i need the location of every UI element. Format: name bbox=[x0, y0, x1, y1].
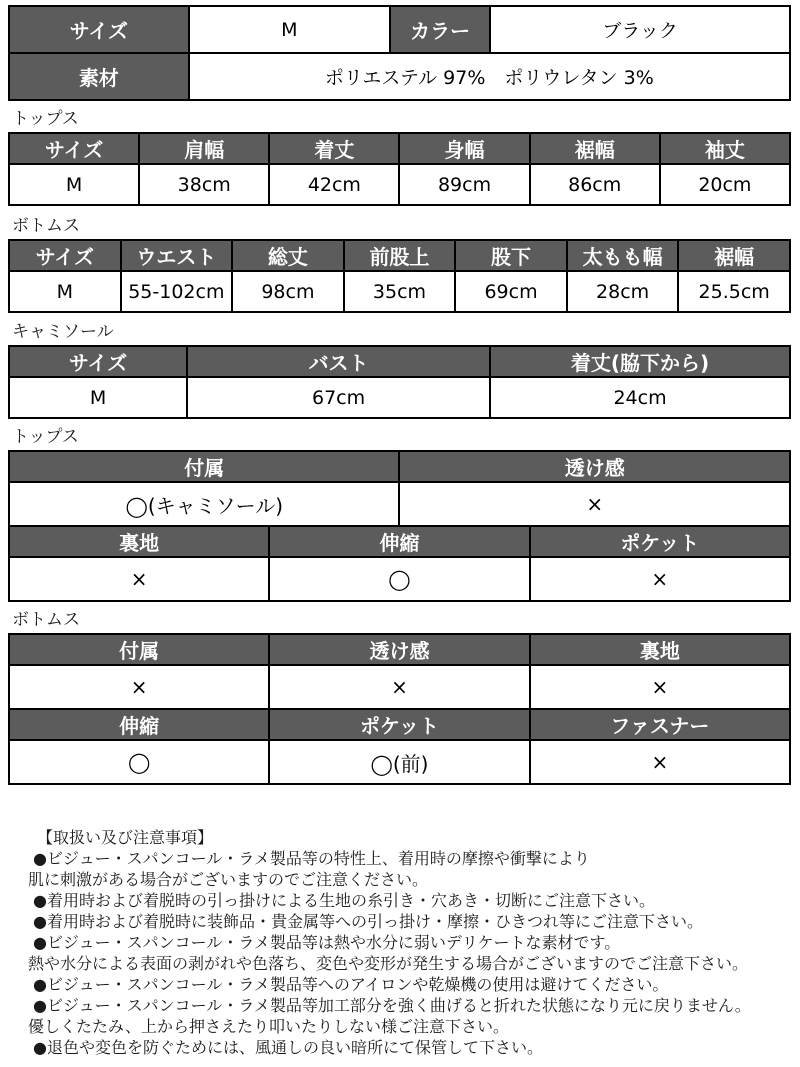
bottoms-spec-header-cell: 股下 bbox=[455, 240, 567, 271]
bottoms-feature-value-cell: × bbox=[530, 740, 790, 784]
tops-spec-section-label: トップス bbox=[12, 109, 79, 129]
bottoms-features-table bbox=[8, 633, 791, 785]
tops-feature-header-cell: 透け感 bbox=[399, 451, 790, 482]
color-header-cell: カラー bbox=[390, 6, 490, 53]
bottoms-feature-value-cell: ◯ bbox=[9, 740, 269, 784]
color-value-cell: ブラック bbox=[490, 6, 790, 53]
note-line: ●退色や変色を防ぐためには、風通しの良い暗所にて保管して下さい。 bbox=[33, 1038, 543, 1057]
bottoms-feature-header-cell: 付属 bbox=[9, 634, 269, 665]
bottoms-spec-value-cell: 28cm bbox=[567, 271, 679, 312]
tops-spec-header-cell: 袖丈 bbox=[660, 133, 790, 164]
note-line: 熱や水分による表面の剥がれや色落ち、変色や変形が発生する場合がございますのでご注意下さい。 bbox=[28, 954, 749, 973]
bottoms-feature-header-cell: 伸縮 bbox=[9, 709, 269, 740]
tops-feature-header-cell: 裏地 bbox=[9, 526, 269, 557]
note-line: ●着用時および着脱時の引っ掛けによる生地の糸引き・穴あき・切断にご注意下さい。 bbox=[33, 891, 655, 910]
tops-feature-header-cell: 伸縮 bbox=[269, 526, 529, 557]
bottoms-spec-value-cell: M bbox=[9, 271, 121, 312]
bottoms-spec-value-cell: 98cm bbox=[232, 271, 344, 312]
camisole-spec-section-label: キャミソール bbox=[12, 322, 114, 342]
bottoms-features-section-label: ボトムス bbox=[12, 610, 80, 630]
note-line: 肌に刺激がある場合がございますのでご注意ください。 bbox=[28, 870, 429, 889]
size-value-cell: M bbox=[189, 6, 390, 53]
note-line: 優しくたたみ、上から押さえたり叩いたりしない様ご注意下さい。 bbox=[28, 1017, 509, 1036]
bottoms-spec-header-cell: 前股上 bbox=[344, 240, 456, 271]
tops-spec-value-cell: 86cm bbox=[530, 164, 660, 205]
tops-spec-value-cell: 89cm bbox=[399, 164, 529, 205]
handling-notes-title: 【取扱い及び注意事項】 bbox=[37, 828, 214, 847]
tops-spec-header-cell: 身幅 bbox=[399, 133, 529, 164]
bottoms-feature-value-cell: × bbox=[269, 665, 529, 709]
note-line: ●ビジュー・スパンコール・ラメ製品等加工部分を強く曲げると折れた状態になり元に戻りません。 bbox=[33, 996, 751, 1015]
note-line: ●ビジュー・スパンコール・ラメ製品等は熱や水分に弱いデリケートな素材です。 bbox=[33, 933, 621, 952]
bottoms-feature-header-cell: ポケット bbox=[269, 709, 529, 740]
bottoms-feature-header-cell: 裏地 bbox=[530, 634, 790, 665]
camisole-spec-table bbox=[8, 345, 791, 419]
camisole-spec-header-cell: 着丈(脇下から) bbox=[490, 346, 790, 377]
bottoms-spec-header-cell: サイズ bbox=[9, 240, 121, 271]
tops-feature-value-cell: × bbox=[399, 482, 790, 526]
tops-features-table bbox=[8, 450, 791, 602]
product-summary-table bbox=[8, 5, 791, 101]
tops-spec-header-cell: 裾幅 bbox=[530, 133, 660, 164]
size-header-cell: サイズ bbox=[9, 6, 189, 53]
tops-spec-header-cell: 肩幅 bbox=[139, 133, 269, 164]
tops-spec-value-cell: 42cm bbox=[269, 164, 399, 205]
camisole-spec-header-cell: サイズ bbox=[9, 346, 187, 377]
note-line: ●ビジュー・スパンコール・ラメ製品等へのアイロンや乾燥機の使用は避けてください。 bbox=[33, 975, 669, 994]
tops-feature-header-cell: 付属 bbox=[9, 451, 399, 482]
tops-feature-header-cell: ポケット bbox=[530, 526, 790, 557]
bottoms-feature-value-cell: × bbox=[530, 665, 790, 709]
tops-feature-value-cell: ◯ bbox=[269, 557, 529, 601]
bottoms-spec-header-cell: 太もも幅 bbox=[567, 240, 679, 271]
bottoms-spec-value-cell: 55-102cm bbox=[121, 271, 233, 312]
bottoms-spec-header-cell: 裾幅 bbox=[678, 240, 790, 271]
material-header-cell: 素材 bbox=[9, 53, 189, 100]
tops-feature-value-cell: ◯(キャミソール) bbox=[9, 482, 399, 526]
camisole-spec-header-cell: バスト bbox=[187, 346, 490, 377]
handling-notes bbox=[28, 827, 771, 1058]
tops-spec-value-cell: 20cm bbox=[660, 164, 790, 205]
camisole-spec-value-cell: M bbox=[9, 377, 187, 418]
tops-feature-value-cell: × bbox=[9, 557, 269, 601]
bottoms-feature-header-cell: ファスナー bbox=[530, 709, 790, 740]
tops-spec-header-cell: サイズ bbox=[9, 133, 139, 164]
note-line: ●着用時および着脱時に装飾品・貴金属等への引っ掛け・摩擦・ひきつれ等にご注意下さい。 bbox=[33, 912, 703, 931]
bottoms-spec-value-cell: 35cm bbox=[344, 271, 456, 312]
bottoms-spec-value-cell: 25.5cm bbox=[678, 271, 790, 312]
bottoms-spec-value-cell: 69cm bbox=[455, 271, 567, 312]
material-value-cell: ポリエステル 97% ポリウレタン 3% bbox=[189, 53, 790, 100]
bottoms-spec-header-cell: 総丈 bbox=[232, 240, 344, 271]
bottoms-feature-value-cell: ◯(前) bbox=[269, 740, 529, 784]
tops-spec-table bbox=[8, 132, 791, 206]
bottoms-feature-header-cell: 透け感 bbox=[269, 634, 529, 665]
camisole-spec-value-cell: 24cm bbox=[490, 377, 790, 418]
bottoms-feature-value-cell: × bbox=[9, 665, 269, 709]
tops-feature-value-cell: × bbox=[530, 557, 790, 601]
tops-spec-header-cell: 着丈 bbox=[269, 133, 399, 164]
tops-spec-value-cell: 38cm bbox=[139, 164, 269, 205]
bottoms-spec-header-cell: ウエスト bbox=[121, 240, 233, 271]
tops-spec-value-cell: M bbox=[9, 164, 139, 205]
note-line: ●ビジュー・スパンコール・ラメ製品等の特性上、着用時の摩擦や衝撃により bbox=[33, 849, 590, 868]
bottoms-spec-table bbox=[8, 239, 791, 313]
camisole-spec-value-cell: 67cm bbox=[187, 377, 490, 418]
bottoms-spec-section-label: ボトムス bbox=[12, 216, 80, 236]
tops-features-section-label: トップス bbox=[12, 427, 79, 447]
